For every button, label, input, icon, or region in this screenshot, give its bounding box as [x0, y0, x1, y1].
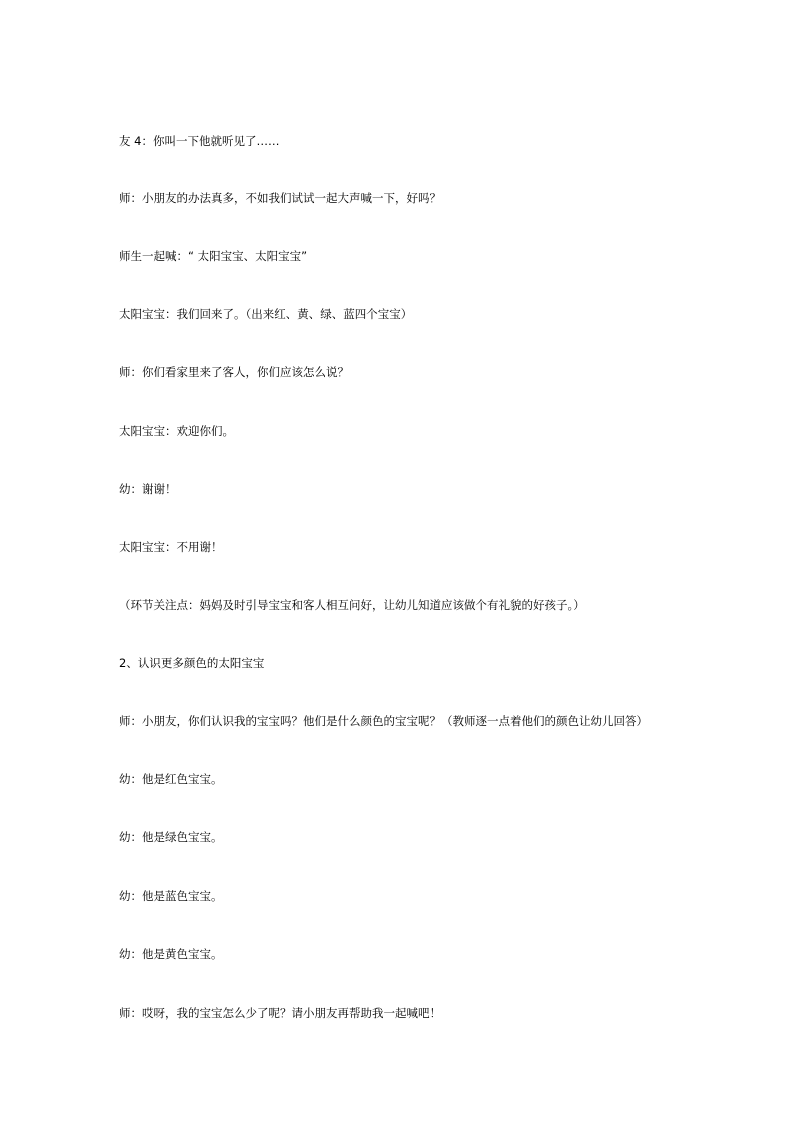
paragraph: 幼：他是黄色宝宝。: [119, 947, 223, 961]
paragraph: 师：小朋友，你们认识我的宝宝吗？他们是什么颜色的宝宝呢？（教师逐一点着他们的颜色让幼儿回答）: [119, 714, 648, 728]
paragraph: 幼：谢谢！: [119, 482, 177, 496]
paragraph: 师：你们看家里来了客人，你们应该怎么说？: [119, 365, 349, 379]
paragraph: 师：哎呀，我的宝宝怎么少了呢？请小朋友再帮助我一起喊吧！: [119, 1006, 441, 1020]
paragraph: 幼：他是红色宝宝。: [119, 772, 223, 786]
paragraph: 友 4：你叫一下他就听见了……: [119, 134, 280, 148]
paragraph: 幼：他是绿色宝宝。: [119, 830, 223, 844]
section-heading: 2、认识更多颜色的太阳宝宝: [119, 656, 265, 670]
paragraph: （环节关注点：妈妈及时引导宝宝和客人相互问好，让幼儿知道应该做个有礼貌的好孩子。）: [119, 598, 585, 612]
paragraph: 幼：他是蓝色宝宝。: [119, 889, 223, 903]
paragraph: 师生一起喊：“ 太阳宝宝、太阳宝宝”: [119, 249, 308, 263]
paragraph: 师：小朋友的办法真多，不如我们试试一起大声喊一下，好吗？: [119, 191, 441, 205]
paragraph: 太阳宝宝：我们回来了。（出来红、黄、绿、蓝四个宝宝）: [119, 307, 413, 321]
paragraph: 太阳宝宝：不用谢！: [119, 540, 223, 554]
paragraph: 太阳宝宝：欢迎你们。: [119, 424, 234, 438]
